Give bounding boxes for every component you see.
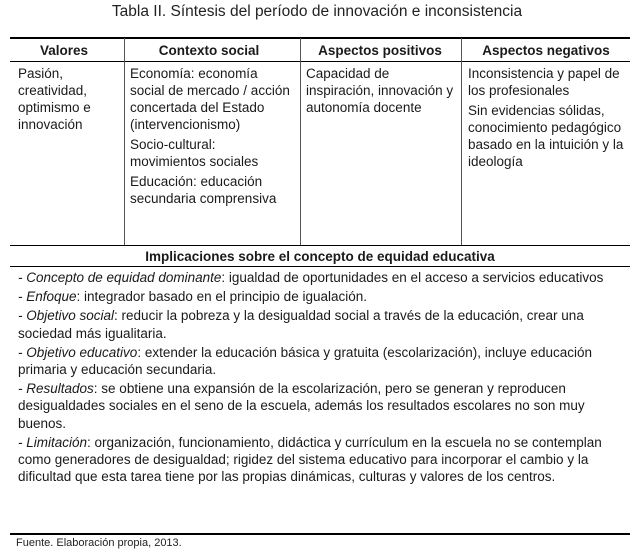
section-rule (10, 245, 630, 246)
item-label: - Objetivo educativo (18, 344, 138, 360)
header-aspectos-positivos: Aspectos positivos (318, 43, 442, 58)
implicaciones-title: Implicaciones sobre el concepto de equidad educativa (145, 249, 495, 264)
bottom-rule (10, 533, 630, 535)
list-item (18, 288, 622, 305)
list-item (18, 269, 622, 286)
column-divider (461, 38, 462, 245)
source-note: Fuente. Elaboración propia, 2013. (16, 537, 182, 549)
header-aspectos-negativos: Aspectos negativos (482, 43, 610, 58)
item-label: - Concepto de equidad dominante (18, 270, 222, 285)
list-item (18, 380, 622, 432)
item-label: - Resultados (18, 381, 94, 397)
item-label: - Limitación (18, 434, 88, 450)
contexto-sociocultural: Socio-cultural: movimientos sociales (130, 137, 259, 169)
contexto-educacion: Educación: educación secundaria comprensiva (130, 174, 277, 206)
list-item (18, 307, 622, 341)
list-item (18, 434, 622, 486)
item-text: : organización, funcionamiento, didáctica y currículum en la escuela no se contemplan como generadores de desigualdad; rigidez del sistema educativo para incorporar el cambio y la dificultad que esta tarea tiene por las propias dinámicas, culturas y valores de los centros. (18, 434, 602, 485)
implicaciones-list (18, 269, 622, 487)
cell-valores (18, 65, 118, 136)
list-item (18, 344, 622, 378)
valores-text: Pasión, creatividad, optimismo e innovación (18, 66, 91, 132)
cell-aspectos-positivos (306, 65, 456, 119)
item-label: - Objetivo social (18, 308, 115, 324)
table-title: Tabla II. Síntesis del período de innovación e inconsistencia (111, 3, 523, 20)
item-text: : igualdad de oportunidades en el acceso a servicios educativos (221, 270, 604, 285)
cell-aspectos-negativos (468, 65, 626, 173)
item-text: : integrador basado en el principio de igualación. (76, 289, 367, 305)
item-label: - Enfoque (18, 289, 77, 305)
column-divider (300, 38, 301, 245)
contexto-economia: Economía: economía social de mercado / acción concertada del Estado (intervencionismo) (130, 66, 290, 132)
item-text: : extender la educación básica y gratuita (escolarización), incluye educación primaria y educación secundaria. (18, 344, 593, 378)
header-contexto-social: Contexto social (158, 43, 260, 58)
implicaciones-rule (10, 266, 630, 267)
aspectos-negativos-2: Sin evidencias sólidas, conocimiento pedagógico basado en la intuición y la ideología (468, 103, 624, 169)
column-divider (124, 38, 125, 245)
cell-contexto-social (130, 65, 294, 210)
header-rule (10, 61, 630, 62)
aspectos-negativos-1: Inconsistencia y papel de los profesionales (468, 66, 620, 98)
item-text: : reducir la pobreza y la desigualdad social a través de la educación, crear una sociedad más igualitaria. (18, 308, 584, 341)
header-valores: Valores (39, 43, 89, 58)
item-text: : se obtiene una expansión de la escolarización, pero se generan y reproducen desigualdades sociales en el seno de la escuela, además los resultados escolares no son muy buenos. (18, 381, 585, 431)
aspectos-positivos-text: Capacidad de inspiración, innovación y autonomía docente (306, 66, 454, 115)
top-rule (10, 37, 630, 39)
